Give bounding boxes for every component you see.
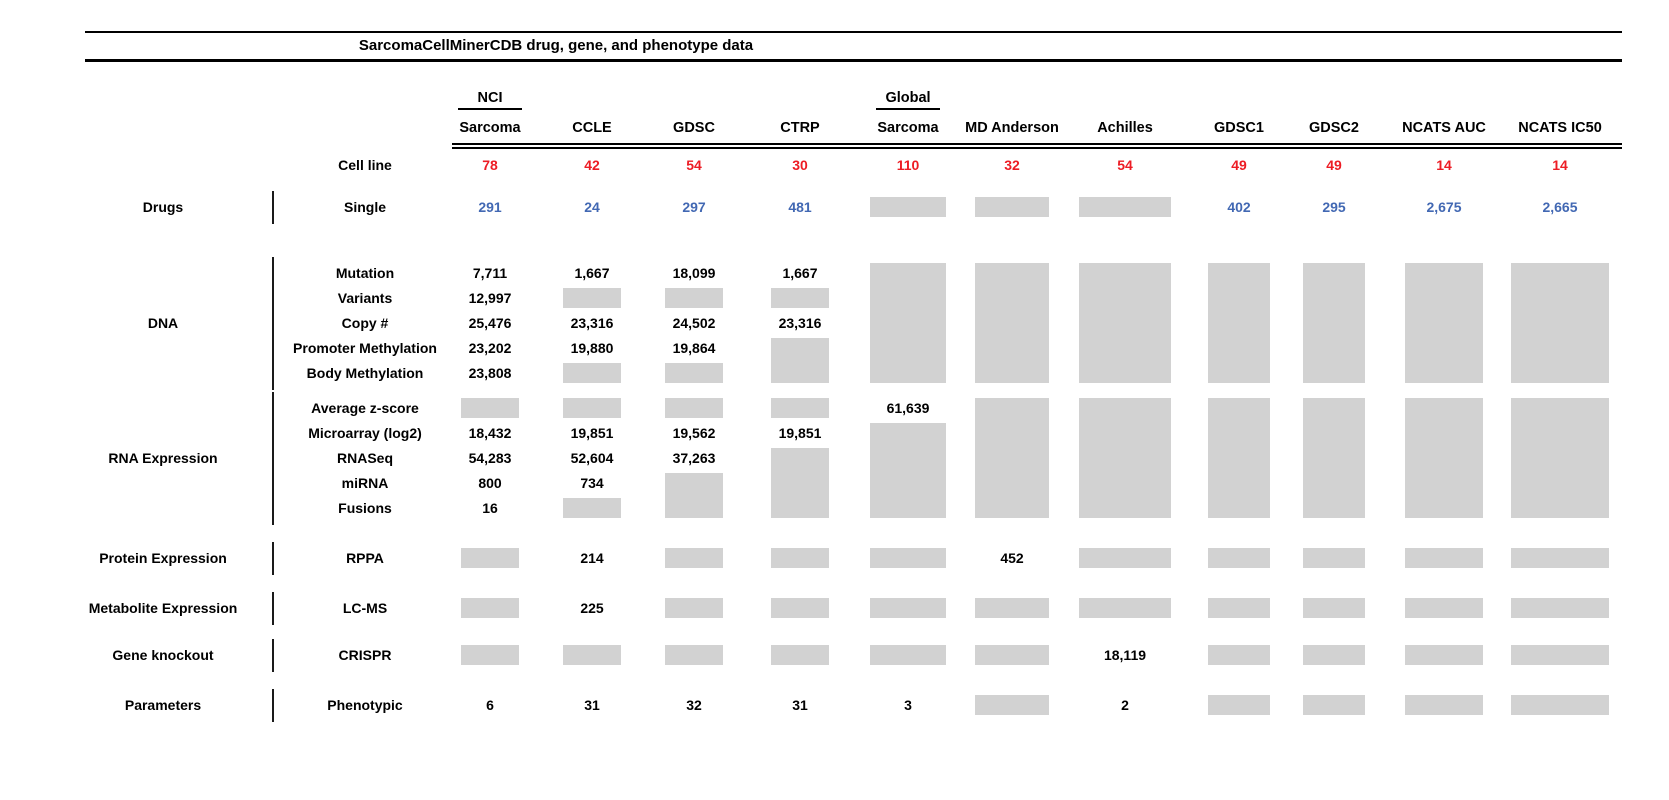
no-data-block bbox=[563, 398, 621, 418]
value-cell: 25,476 bbox=[468, 315, 512, 331]
column-header-group-global: Global bbox=[876, 88, 940, 110]
value-cell: 402 bbox=[1227, 199, 1251, 215]
value-cell: 452 bbox=[1000, 550, 1024, 566]
value-cell: 24,502 bbox=[672, 315, 716, 331]
no-data-block bbox=[771, 645, 829, 665]
no-data-block bbox=[665, 288, 723, 308]
cell-line-count: 32 bbox=[1004, 157, 1020, 173]
no-data-block bbox=[771, 448, 829, 518]
value-cell: 54,283 bbox=[468, 450, 512, 466]
figure-title: SarcomaCellMinerCDB drug, gene, and phenotype data bbox=[358, 37, 754, 54]
no-data-block bbox=[665, 598, 723, 618]
value-cell: 19,880 bbox=[570, 340, 614, 356]
row-label-fusions: Fusions bbox=[338, 500, 392, 516]
value-cell: 291 bbox=[478, 199, 502, 215]
section-label-protein-expression: Protein Expression bbox=[99, 550, 227, 566]
value-cell: 225 bbox=[580, 600, 604, 616]
no-data-block bbox=[461, 548, 519, 568]
no-data-block bbox=[1405, 263, 1483, 383]
cell-line-count: 14 bbox=[1552, 157, 1568, 173]
row-label-rnaseq: RNASeq bbox=[336, 450, 393, 466]
no-data-block bbox=[771, 288, 829, 308]
row-label-single: Single bbox=[343, 199, 386, 215]
no-data-block bbox=[975, 645, 1049, 665]
no-data-block bbox=[665, 548, 723, 568]
row-label-body-methylation: Body Methylation bbox=[306, 365, 424, 381]
no-data-block bbox=[870, 263, 946, 383]
value-cell: 23,316 bbox=[778, 315, 822, 331]
value-cell: 214 bbox=[580, 550, 604, 566]
value-cell: 31 bbox=[584, 697, 600, 713]
value-cell: 32 bbox=[686, 697, 702, 713]
value-cell: 297 bbox=[682, 199, 706, 215]
no-data-block bbox=[975, 598, 1049, 618]
value-cell: 37,263 bbox=[672, 450, 716, 466]
cell-line-count: 78 bbox=[482, 157, 498, 173]
no-data-block bbox=[1079, 398, 1171, 518]
no-data-block bbox=[1079, 598, 1171, 618]
no-data-block bbox=[1303, 645, 1365, 665]
value-cell: 2,665 bbox=[1542, 199, 1578, 215]
value-cell: 6 bbox=[486, 697, 494, 713]
row-label-crispr: CRISPR bbox=[338, 647, 392, 663]
row-label-average-z-score: Average z-score bbox=[311, 400, 419, 416]
value-cell: 734 bbox=[580, 475, 604, 491]
row-label-rppa: RPPA bbox=[346, 550, 384, 566]
cell-line-row-label: Cell line bbox=[338, 157, 392, 173]
value-cell: 18,119 bbox=[1103, 647, 1147, 663]
value-cell: 1,667 bbox=[782, 265, 818, 281]
section-label-drugs: Drugs bbox=[142, 199, 184, 215]
no-data-block bbox=[665, 363, 723, 383]
no-data-block bbox=[563, 363, 621, 383]
no-data-block bbox=[1511, 645, 1609, 665]
no-data-block bbox=[975, 398, 1049, 518]
header-rule-line1 bbox=[452, 143, 1622, 145]
header-rule-line2 bbox=[452, 147, 1622, 149]
row-label-promoter-methylation: Promoter Methylation bbox=[293, 340, 437, 356]
cell-line-count: 110 bbox=[896, 157, 920, 173]
no-data-block bbox=[771, 548, 829, 568]
no-data-block bbox=[563, 288, 621, 308]
value-cell: 19,851 bbox=[778, 425, 822, 441]
column-header-gdsc1: GDSC1 bbox=[1214, 120, 1264, 136]
no-data-block bbox=[1511, 398, 1609, 518]
title-rule-bottom bbox=[85, 59, 1622, 62]
no-data-block bbox=[1208, 598, 1270, 618]
no-data-block bbox=[1405, 598, 1483, 618]
column-header-gdsc2: GDSC2 bbox=[1309, 120, 1359, 136]
column-header-ncats-ic50: NCATS IC50 bbox=[1518, 120, 1602, 136]
no-data-block bbox=[665, 398, 723, 418]
value-cell: 23,316 bbox=[570, 315, 614, 331]
no-data-block bbox=[975, 695, 1049, 715]
value-cell: 61,639 bbox=[886, 400, 930, 416]
no-data-block bbox=[870, 197, 946, 217]
cell-line-count: 49 bbox=[1326, 157, 1342, 173]
title-rule-top bbox=[85, 31, 1622, 33]
row-label-phenotypic: Phenotypic bbox=[327, 697, 403, 713]
value-cell: 19,851 bbox=[570, 425, 614, 441]
no-data-block bbox=[870, 423, 946, 518]
row-label-copy-: Copy # bbox=[341, 315, 389, 331]
no-data-block bbox=[771, 598, 829, 618]
value-cell: 23,808 bbox=[468, 365, 512, 381]
no-data-block bbox=[1079, 197, 1171, 217]
row-label-microarray-log2-: Microarray (log2) bbox=[308, 425, 422, 441]
no-data-block bbox=[1511, 263, 1609, 383]
section-label-dna: DNA bbox=[147, 315, 179, 331]
no-data-block bbox=[1303, 398, 1365, 518]
no-data-block bbox=[870, 548, 946, 568]
no-data-block bbox=[665, 473, 723, 518]
no-data-block bbox=[1511, 695, 1609, 715]
column-header-ncats-auc: NCATS AUC bbox=[1402, 120, 1486, 136]
no-data-block bbox=[870, 645, 946, 665]
no-data-block bbox=[1208, 263, 1270, 383]
row-label-mirna: miRNA bbox=[341, 475, 389, 491]
no-data-block bbox=[461, 398, 519, 418]
section-label-gene-knockout: Gene knockout bbox=[112, 647, 214, 663]
row-label-lc-ms: LC-MS bbox=[342, 600, 388, 616]
column-header-sarcoma: Sarcoma bbox=[877, 120, 939, 136]
cell-line-count: 49 bbox=[1231, 157, 1247, 173]
no-data-block bbox=[1208, 645, 1270, 665]
column-header-ctrp: CTRP bbox=[780, 120, 820, 136]
no-data-block bbox=[563, 498, 621, 518]
section-label-metabolite-expression: Metabolite Expression bbox=[88, 600, 238, 616]
value-cell: 2 bbox=[1121, 697, 1129, 713]
no-data-block bbox=[1303, 263, 1365, 383]
cell-line-count: 30 bbox=[792, 157, 808, 173]
no-data-block bbox=[461, 645, 519, 665]
value-cell: 16 bbox=[482, 500, 498, 516]
value-cell: 7,711 bbox=[472, 265, 508, 281]
value-cell: 12,997 bbox=[468, 290, 512, 306]
value-cell: 481 bbox=[788, 199, 812, 215]
column-header-sarcoma: Sarcoma bbox=[459, 120, 521, 136]
value-cell: 1,667 bbox=[574, 265, 610, 281]
no-data-block bbox=[771, 338, 829, 383]
value-cell: 18,099 bbox=[672, 265, 716, 281]
no-data-block bbox=[1208, 398, 1270, 518]
no-data-block bbox=[975, 263, 1049, 383]
cell-line-count: 42 bbox=[584, 157, 600, 173]
column-header-md-anderson: MD Anderson bbox=[965, 120, 1059, 136]
no-data-block bbox=[665, 645, 723, 665]
row-label-variants: Variants bbox=[337, 290, 393, 306]
value-cell: 3 bbox=[904, 697, 912, 713]
no-data-block bbox=[461, 598, 519, 618]
no-data-block bbox=[1079, 263, 1171, 383]
no-data-block bbox=[1303, 695, 1365, 715]
column-header-ccle: CCLE bbox=[572, 120, 612, 136]
no-data-block bbox=[1511, 548, 1609, 568]
value-cell: 18,432 bbox=[468, 425, 512, 441]
value-cell: 295 bbox=[1322, 199, 1346, 215]
no-data-block bbox=[1208, 695, 1270, 715]
column-header-gdsc: GDSC bbox=[673, 120, 715, 136]
no-data-block bbox=[870, 598, 946, 618]
no-data-block bbox=[1405, 695, 1483, 715]
no-data-block bbox=[771, 398, 829, 418]
section-label-parameters: Parameters bbox=[124, 697, 202, 713]
column-header-achilles: Achilles bbox=[1097, 120, 1153, 136]
column-header-group-nci: NCI bbox=[458, 88, 522, 110]
value-cell: 23,202 bbox=[468, 340, 512, 356]
value-cell: 800 bbox=[478, 475, 502, 491]
cell-line-count: 14 bbox=[1436, 157, 1452, 173]
no-data-block bbox=[1208, 548, 1270, 568]
no-data-block bbox=[1303, 598, 1365, 618]
no-data-block bbox=[563, 645, 621, 665]
row-label-mutation: Mutation bbox=[335, 265, 395, 281]
value-cell: 2,675 bbox=[1426, 199, 1462, 215]
no-data-block bbox=[1405, 398, 1483, 518]
no-data-block bbox=[1511, 598, 1609, 618]
value-cell: 31 bbox=[792, 697, 808, 713]
cell-line-count: 54 bbox=[1117, 157, 1133, 173]
no-data-block bbox=[1303, 548, 1365, 568]
cell-line-count: 54 bbox=[686, 157, 702, 173]
no-data-block bbox=[975, 197, 1049, 217]
value-cell: 19,864 bbox=[672, 340, 716, 356]
no-data-block bbox=[1405, 548, 1483, 568]
no-data-block bbox=[1405, 645, 1483, 665]
value-cell: 24 bbox=[584, 199, 600, 215]
no-data-block bbox=[1079, 548, 1171, 568]
value-cell: 19,562 bbox=[672, 425, 716, 441]
section-label-rna-expression: RNA Expression bbox=[108, 450, 218, 466]
value-cell: 52,604 bbox=[570, 450, 614, 466]
